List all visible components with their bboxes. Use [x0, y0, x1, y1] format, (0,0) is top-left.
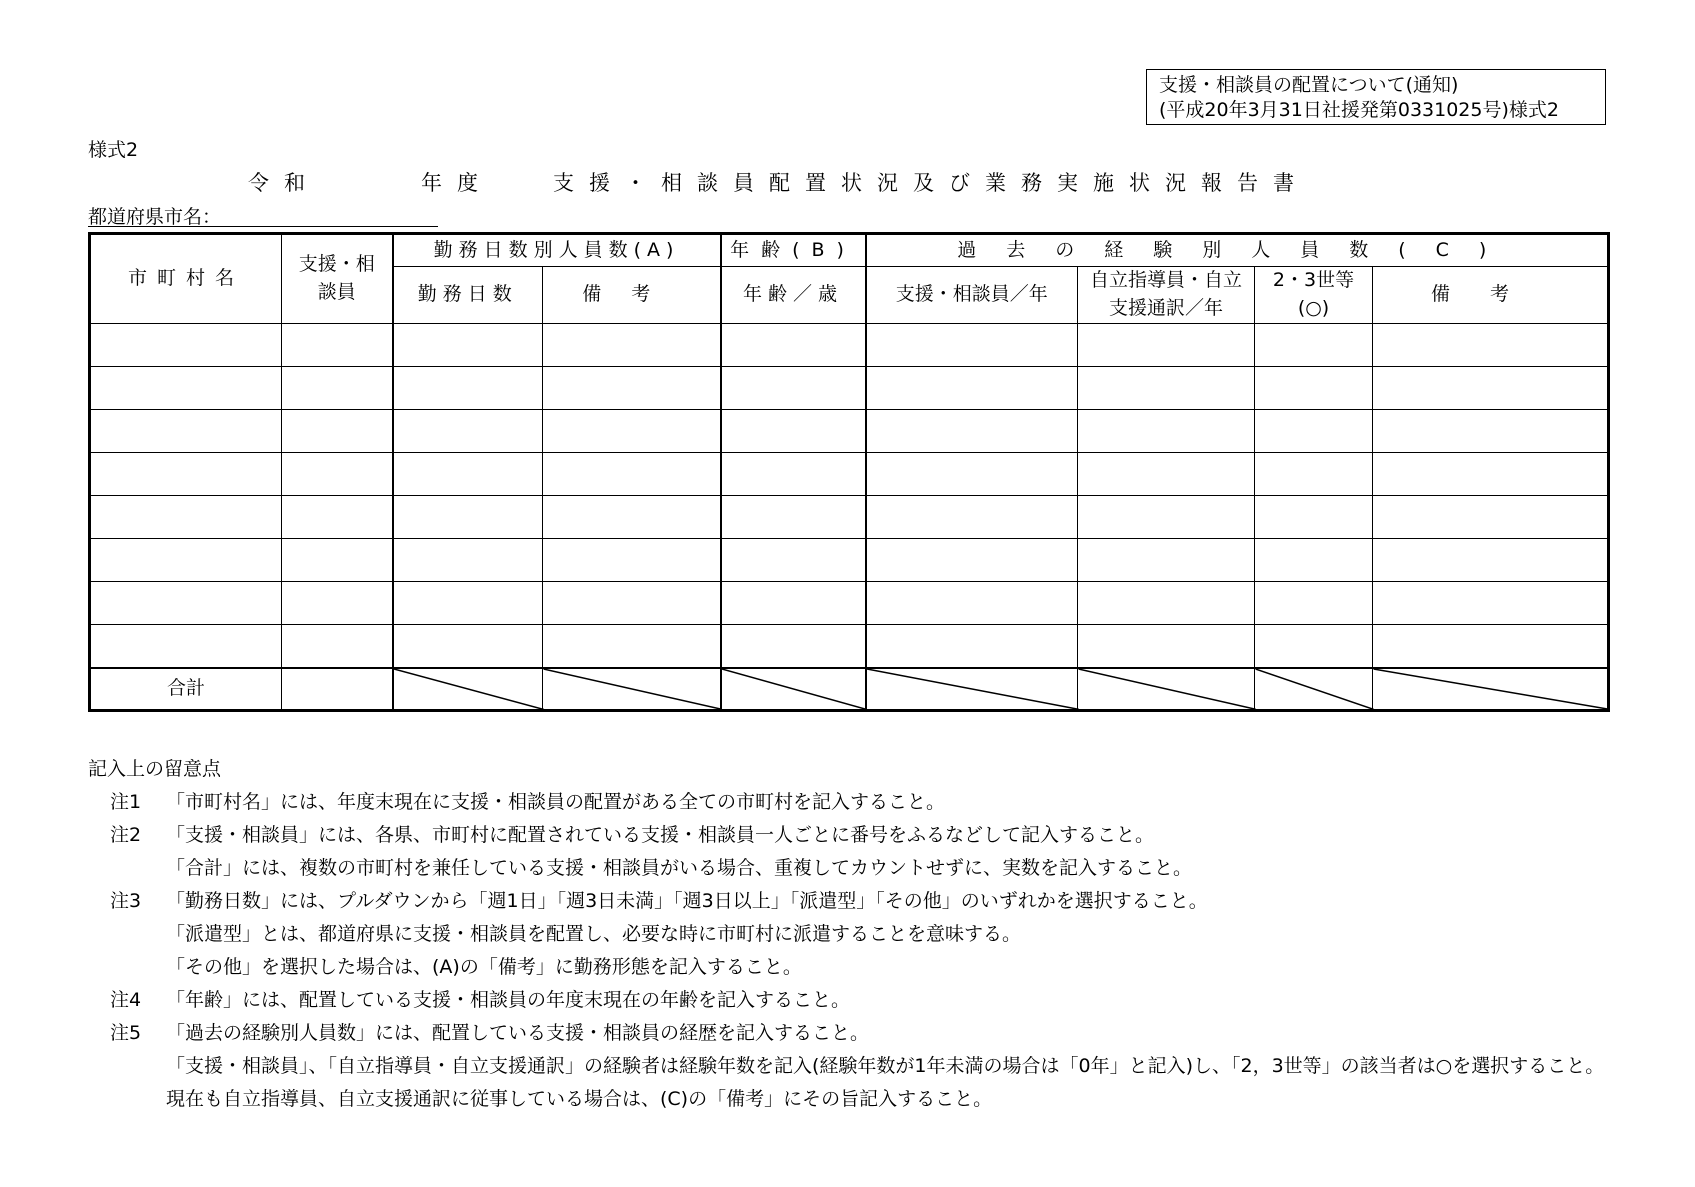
cell-municipality[interactable] [90, 582, 282, 625]
diagonal-cell [393, 668, 543, 711]
header-age: 年齢／歳 [721, 267, 866, 324]
note-label: 注4 [110, 989, 142, 1011]
cell-generation[interactable] [1255, 625, 1373, 669]
cell-exp-counselor[interactable] [866, 496, 1078, 539]
cell-counselor[interactable] [282, 539, 393, 582]
cell-exp-counselor[interactable] [866, 539, 1078, 582]
reference-line-2: (平成20年3月31日社援発第0331025号)様式2 [1159, 99, 1559, 121]
cell-counselor[interactable] [282, 496, 393, 539]
note-line: 「その他」を選択した場合は、(A)の「備考」に勤務形態を記入すること。 [166, 956, 802, 978]
title-era: 令和 [248, 171, 320, 195]
cell-age[interactable] [721, 367, 866, 410]
note-2 [88, 819, 1608, 885]
header-remarks-a: 備考 [543, 267, 721, 324]
cell-counselor[interactable] [282, 410, 393, 453]
title-year: 年度 [421, 171, 493, 195]
cell-age[interactable] [721, 496, 866, 539]
reference-line-1: 支援・相談員の配置について(通知) [1159, 74, 1459, 96]
total-label: 合計 [90, 668, 282, 711]
cell-remarks-a[interactable] [543, 324, 721, 367]
cell-municipality[interactable] [90, 367, 282, 410]
cell-exp-guidance[interactable] [1078, 496, 1255, 539]
header-counselor: 支援・相談員 [282, 234, 393, 324]
cell-remarks-a[interactable] [543, 410, 721, 453]
note-line: 「過去の経験別人員数」には、配置している支援・相談員の経歴を記入すること。 [166, 1022, 870, 1044]
diagonal-cell [543, 668, 721, 711]
cell-exp-counselor[interactable] [866, 625, 1078, 669]
diagonal-cell [866, 668, 1078, 711]
cell-exp-guidance[interactable] [1078, 410, 1255, 453]
cell-counselor[interactable] [282, 582, 393, 625]
cell-exp-guidance[interactable] [1078, 453, 1255, 496]
note-line: 「勤務日数」には、プルダウンから「週1日」「週3日未満」「週3日以上」「派遣型」「その他」のいずれかを選択すること。 [166, 890, 1208, 912]
note-line: 現在も自立指導員、自立支援通訳に従事している場合は、(C)の「備考」にその旨記入すること。 [166, 1088, 993, 1110]
reference-box [1146, 69, 1606, 125]
cell-generation[interactable] [1255, 410, 1373, 453]
title-main: 支援・相談員配置状況及び業務実施状況報告書 [553, 171, 1309, 195]
note-label: 注5 [110, 1022, 142, 1044]
diagonal-cell [1255, 668, 1373, 711]
note-line: 「合計」には、複数の市町村を兼任している支援・相談員がいる場合、重複してカウントせずに、実数を記入すること。 [166, 857, 1193, 879]
cell-work-days[interactable] [393, 582, 543, 625]
prefecture-label: 都道府県市名： [88, 206, 222, 228]
table-row [90, 496, 1609, 539]
cell-generation[interactable] [1255, 539, 1373, 582]
header-group-c: 過去の経験別人員数(C) [866, 234, 1609, 267]
notes-section [88, 753, 1608, 1116]
header-group-a: 勤務日数別人員数(A) [393, 234, 721, 267]
note-line: 「年齢」には、配置している支援・相談員の年度末現在の年齢を記入すること。 [166, 989, 851, 1011]
cell-counselor[interactable] [282, 367, 393, 410]
document-title [0, 167, 1695, 197]
note-3 [88, 885, 1608, 984]
cell-exp-guidance[interactable] [1078, 582, 1255, 625]
cell-work-days[interactable] [393, 453, 543, 496]
cell-municipality[interactable] [90, 496, 282, 539]
table-row [90, 582, 1609, 625]
cell-exp-guidance[interactable] [1078, 367, 1255, 410]
cell-exp-counselor[interactable] [866, 410, 1078, 453]
cell-age[interactable] [721, 582, 866, 625]
cell-age[interactable] [721, 410, 866, 453]
cell-generation[interactable] [1255, 582, 1373, 625]
cell-age[interactable] [721, 324, 866, 367]
table-row [90, 453, 1609, 496]
header-remarks-c: 備考 [1373, 267, 1609, 324]
form-number: 様式2 [88, 139, 139, 161]
cell-generation[interactable] [1255, 324, 1373, 367]
header-exp-counselor: 支援・相談員／年 [866, 267, 1078, 324]
diagonal-cell [721, 668, 866, 711]
note-label: 注3 [110, 890, 142, 912]
cell-remarks-a[interactable] [543, 539, 721, 582]
note-label: 注1 [110, 791, 142, 813]
cell-remarks-a[interactable] [543, 367, 721, 410]
cell-remarks-c[interactable] [1373, 625, 1609, 669]
cell-municipality[interactable] [90, 539, 282, 582]
cell-exp-counselor[interactable] [866, 367, 1078, 410]
cell-work-days[interactable] [393, 324, 543, 367]
note-line: 「支援・相談員」、「自立指導員・自立支援通訳」の経験者は経験年数を記入(経験年数が1年未満の場合は「0年」と記入)し、「2，3世等」の該当者は○を選択すること。 [166, 1055, 1605, 1077]
cell-municipality[interactable] [90, 625, 282, 669]
cell-work-days[interactable] [393, 367, 543, 410]
cell-municipality[interactable] [90, 453, 282, 496]
cell-counselor[interactable] [282, 453, 393, 496]
note-1 [88, 786, 1608, 819]
note-line: 「支援・相談員」には、各県、市町村に配置されている支援・相談員一人ごとに番号をふるなどして記入すること。 [166, 824, 1155, 846]
header-municipality: 市町村名 [90, 234, 282, 324]
diagonal-cell [1373, 668, 1609, 711]
note-5 [88, 1017, 1608, 1116]
table-row [90, 625, 1609, 669]
cell-municipality[interactable] [90, 410, 282, 453]
note-line: 「市町村名」には、年度末現在に支援・相談員の配置がある全ての市町村を記入すること。 [166, 791, 946, 813]
cell-municipality[interactable] [90, 324, 282, 367]
prefecture-underline [88, 226, 438, 227]
cell-exp-counselor[interactable] [866, 453, 1078, 496]
notes-title: 記入上の留意点 [88, 758, 222, 780]
report-table [88, 232, 1610, 712]
cell-counselor[interactable] [282, 625, 393, 669]
total-row [90, 668, 1609, 711]
cell-remarks-a[interactable] [543, 453, 721, 496]
cell-exp-guidance[interactable] [1078, 539, 1255, 582]
cell-counselor[interactable] [282, 324, 393, 367]
diagonal-cell [1078, 668, 1255, 711]
cell-remarks-a[interactable] [543, 496, 721, 539]
header-group-b: 年齢(B) [721, 234, 866, 267]
cell-remarks-c[interactable] [1373, 367, 1609, 410]
cell-work-days[interactable] [393, 410, 543, 453]
cell-remarks-c[interactable] [1373, 453, 1609, 496]
header-work-days: 勤務日数 [393, 267, 543, 324]
cell-generation[interactable] [1255, 453, 1373, 496]
cell-remarks-c[interactable] [1373, 410, 1609, 453]
cell-generation[interactable] [1255, 496, 1373, 539]
note-line: 「派遣型」とは、都道府県に支援・相談員を配置し、必要な時に市町村に派遣することを意味する。 [166, 923, 1022, 945]
header-exp-guidance: 自立指導員・自立支援通訳／年 [1078, 267, 1255, 324]
cell-work-days[interactable] [393, 625, 543, 669]
cell-age[interactable] [721, 625, 866, 669]
cell-remarks-c[interactable] [1373, 324, 1609, 367]
cell-exp-guidance[interactable] [1078, 324, 1255, 367]
cell-remarks-c[interactable] [1373, 582, 1609, 625]
cell-exp-counselor[interactable] [866, 582, 1078, 625]
cell-remarks-a[interactable] [543, 625, 721, 669]
table-row [90, 539, 1609, 582]
cell-work-days[interactable] [393, 539, 543, 582]
header-generation: 2・3世等(○) [1255, 267, 1373, 324]
total-counselor-cell[interactable] [282, 668, 393, 711]
cell-remarks-a[interactable] [543, 582, 721, 625]
note-4 [88, 984, 1608, 1017]
table-row [90, 410, 1609, 453]
cell-generation[interactable] [1255, 367, 1373, 410]
cell-remarks-c[interactable] [1373, 539, 1609, 582]
note-label: 注2 [110, 824, 142, 846]
table-row [90, 324, 1609, 367]
cell-age[interactable] [721, 453, 866, 496]
cell-exp-guidance[interactable] [1078, 625, 1255, 669]
cell-remarks-c[interactable] [1373, 496, 1609, 539]
cell-age[interactable] [721, 539, 866, 582]
cell-exp-counselor[interactable] [866, 324, 1078, 367]
cell-work-days[interactable] [393, 496, 543, 539]
table-row [90, 367, 1609, 410]
